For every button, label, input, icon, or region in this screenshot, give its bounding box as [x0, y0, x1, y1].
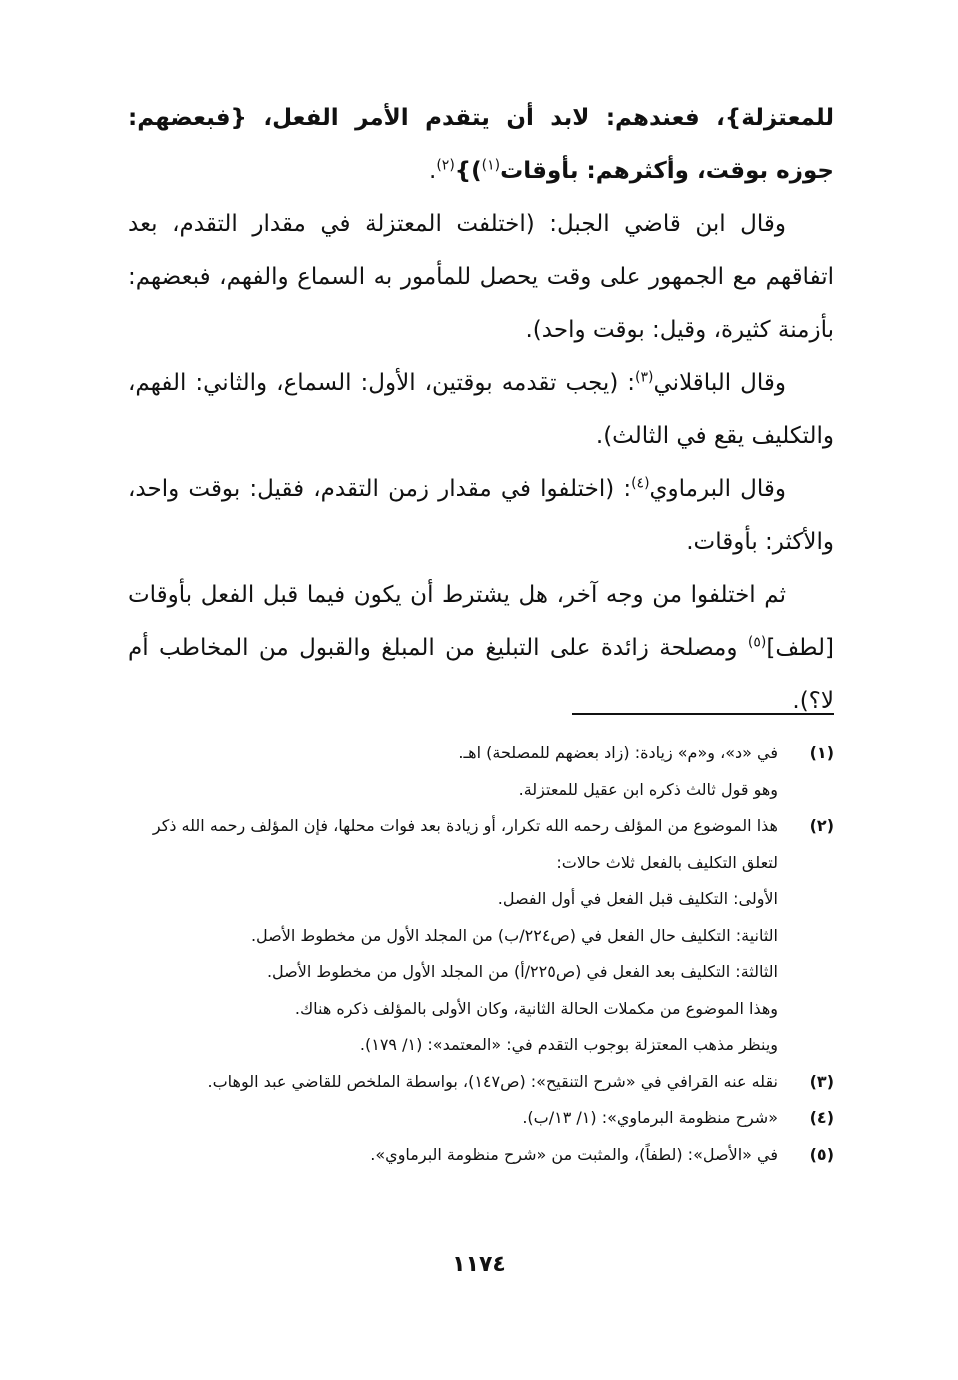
footnote-text: [128, 1064, 778, 1101]
paragraph-5: [128, 569, 834, 728]
footnote-2: [128, 808, 834, 1064]
footnote-line: لتعلق التكليف بالفعل ثلاث حالات:: [556, 852, 778, 872]
footnote-number: (٥): [809, 1144, 834, 1164]
footnote-1: [128, 735, 834, 808]
footnote-line: الأولى: التكليف قبل الفعل في أول الفصل.: [497, 889, 778, 908]
paragraph-4-lead: وقال البرماوي: [649, 476, 786, 502]
footnote-line: وينظر مذهب المعتزلة بوجوب التقدم في: «المعتمد»: (١/ ١٧٩).: [359, 1035, 778, 1054]
paragraph-5-body: ومصلحة زائدة على التبليغ من المبلغ والقبول من المخاطب أم لا؟).: [128, 635, 834, 714]
page-number: ١١٧٤: [452, 1252, 506, 1277]
footnote-line: في «الأصل»: (لطفاً)، والمثبت من «شرح منظومة البرماوي».: [370, 1144, 778, 1164]
footnote-line: هذا الموضوع من المؤلف رحمه الله تكرار، أو زيادة بعد فوات محلها، فإن المؤلف رحمه الله ذكر: [152, 816, 778, 835]
footnote-number: (١): [809, 743, 834, 762]
footnote-5: [128, 1137, 834, 1174]
paragraph-4: [128, 463, 834, 569]
footnotes: [128, 735, 834, 1173]
paragraph-1-close: )}: [454, 158, 482, 184]
footnote-ref-2: (٢): [436, 157, 455, 174]
paragraph-4-body: : (اختلفوا في مقدار زمن التقدم، فقيل: بوقت واحد، والأكثر: بأوقات.: [128, 476, 834, 555]
main-text: [128, 92, 834, 728]
paragraph-3: [128, 357, 834, 463]
paragraph-1: [128, 92, 834, 198]
footnote-3: [128, 1064, 834, 1101]
footnote-ref-3: (٣): [635, 369, 654, 386]
paragraph-5-lead: ثم اختلفوا من وجه آخر، هل يشترط أن يكون فيما قبل الفعل بأوقات [لطف]: [128, 582, 834, 661]
page-body: [128, 92, 834, 1164]
footnote-text: [128, 735, 778, 808]
footnote-line: نقله عنه القرافي في «شرح التنقيح»: (ص١٤٧)، بواسطة الملخص للقاضي عبد الوهاب.: [207, 1071, 778, 1091]
paragraph-1-text: للمعتزلة}، فعندهم: لابد أن يتقدم الأمر الفعل، {فبعضهم: جوزه بوقت، وأكثرهم: بأوقات: [128, 105, 834, 184]
footnote-text: [128, 808, 778, 1064]
footnote-line: الثانية: التكليف حال الفعل في (ص٢٢٤/ب) من المجلد الأول من مخطوط الأصل.: [250, 925, 778, 945]
paragraph-3-body: : (يجب تقدمه بوقتين، الأول: السماع، والثاني: الفهم، والتكليف يقع في الثالث).: [128, 370, 834, 449]
footnote-number: (٢): [809, 816, 834, 835]
footnote-4: [128, 1100, 834, 1137]
footnote-text: [128, 1100, 778, 1137]
paragraph-3-lead: وقال الباقلاني: [653, 370, 786, 396]
paragraph-2: وقال ابن قاضي الجبل: (اختلفت المعتزلة في مقدار التقدم، بعد اتفاقهم مع الجمهور على وقت يحصل للمأمور به السماع والفهم، فبعضهم: بأزمنة كثيرة، وقيل: بوقت واحد).: [128, 211, 834, 343]
footnote-number: (٤): [809, 1108, 834, 1127]
footnote-line: في «د»، و«م» زيادة: (زاد بعضهم للمصلحة) اهـ.: [458, 743, 778, 762]
paragraph-1-end: .: [429, 158, 437, 184]
footnote-line: «شرح منظومة البرماوي»: (١/ ١٣/ب).: [522, 1108, 778, 1127]
footnote-text: [128, 1137, 778, 1174]
footnote-number: (٣): [809, 1071, 834, 1091]
footnote-line: الثالثة: التكليف بعد الفعل في (ص٢٢٥/أ) من المجلد الأول من مخطوط الأصل.: [266, 962, 778, 981]
footnote-ref-1: (١): [481, 157, 501, 174]
footnote-separator: [572, 713, 834, 715]
footnote-line: وهذا الموضوع من مكملات الحالة الثانية، وكان الأولى بالمؤلف ذكره هناك.: [294, 998, 778, 1018]
footnote-line: وهو قول ثالث ذكره ابن عقيل للمعتزلة.: [518, 779, 778, 799]
footnote-ref-5: (٥): [747, 634, 767, 651]
footnote-ref-4: (٤): [631, 475, 650, 492]
